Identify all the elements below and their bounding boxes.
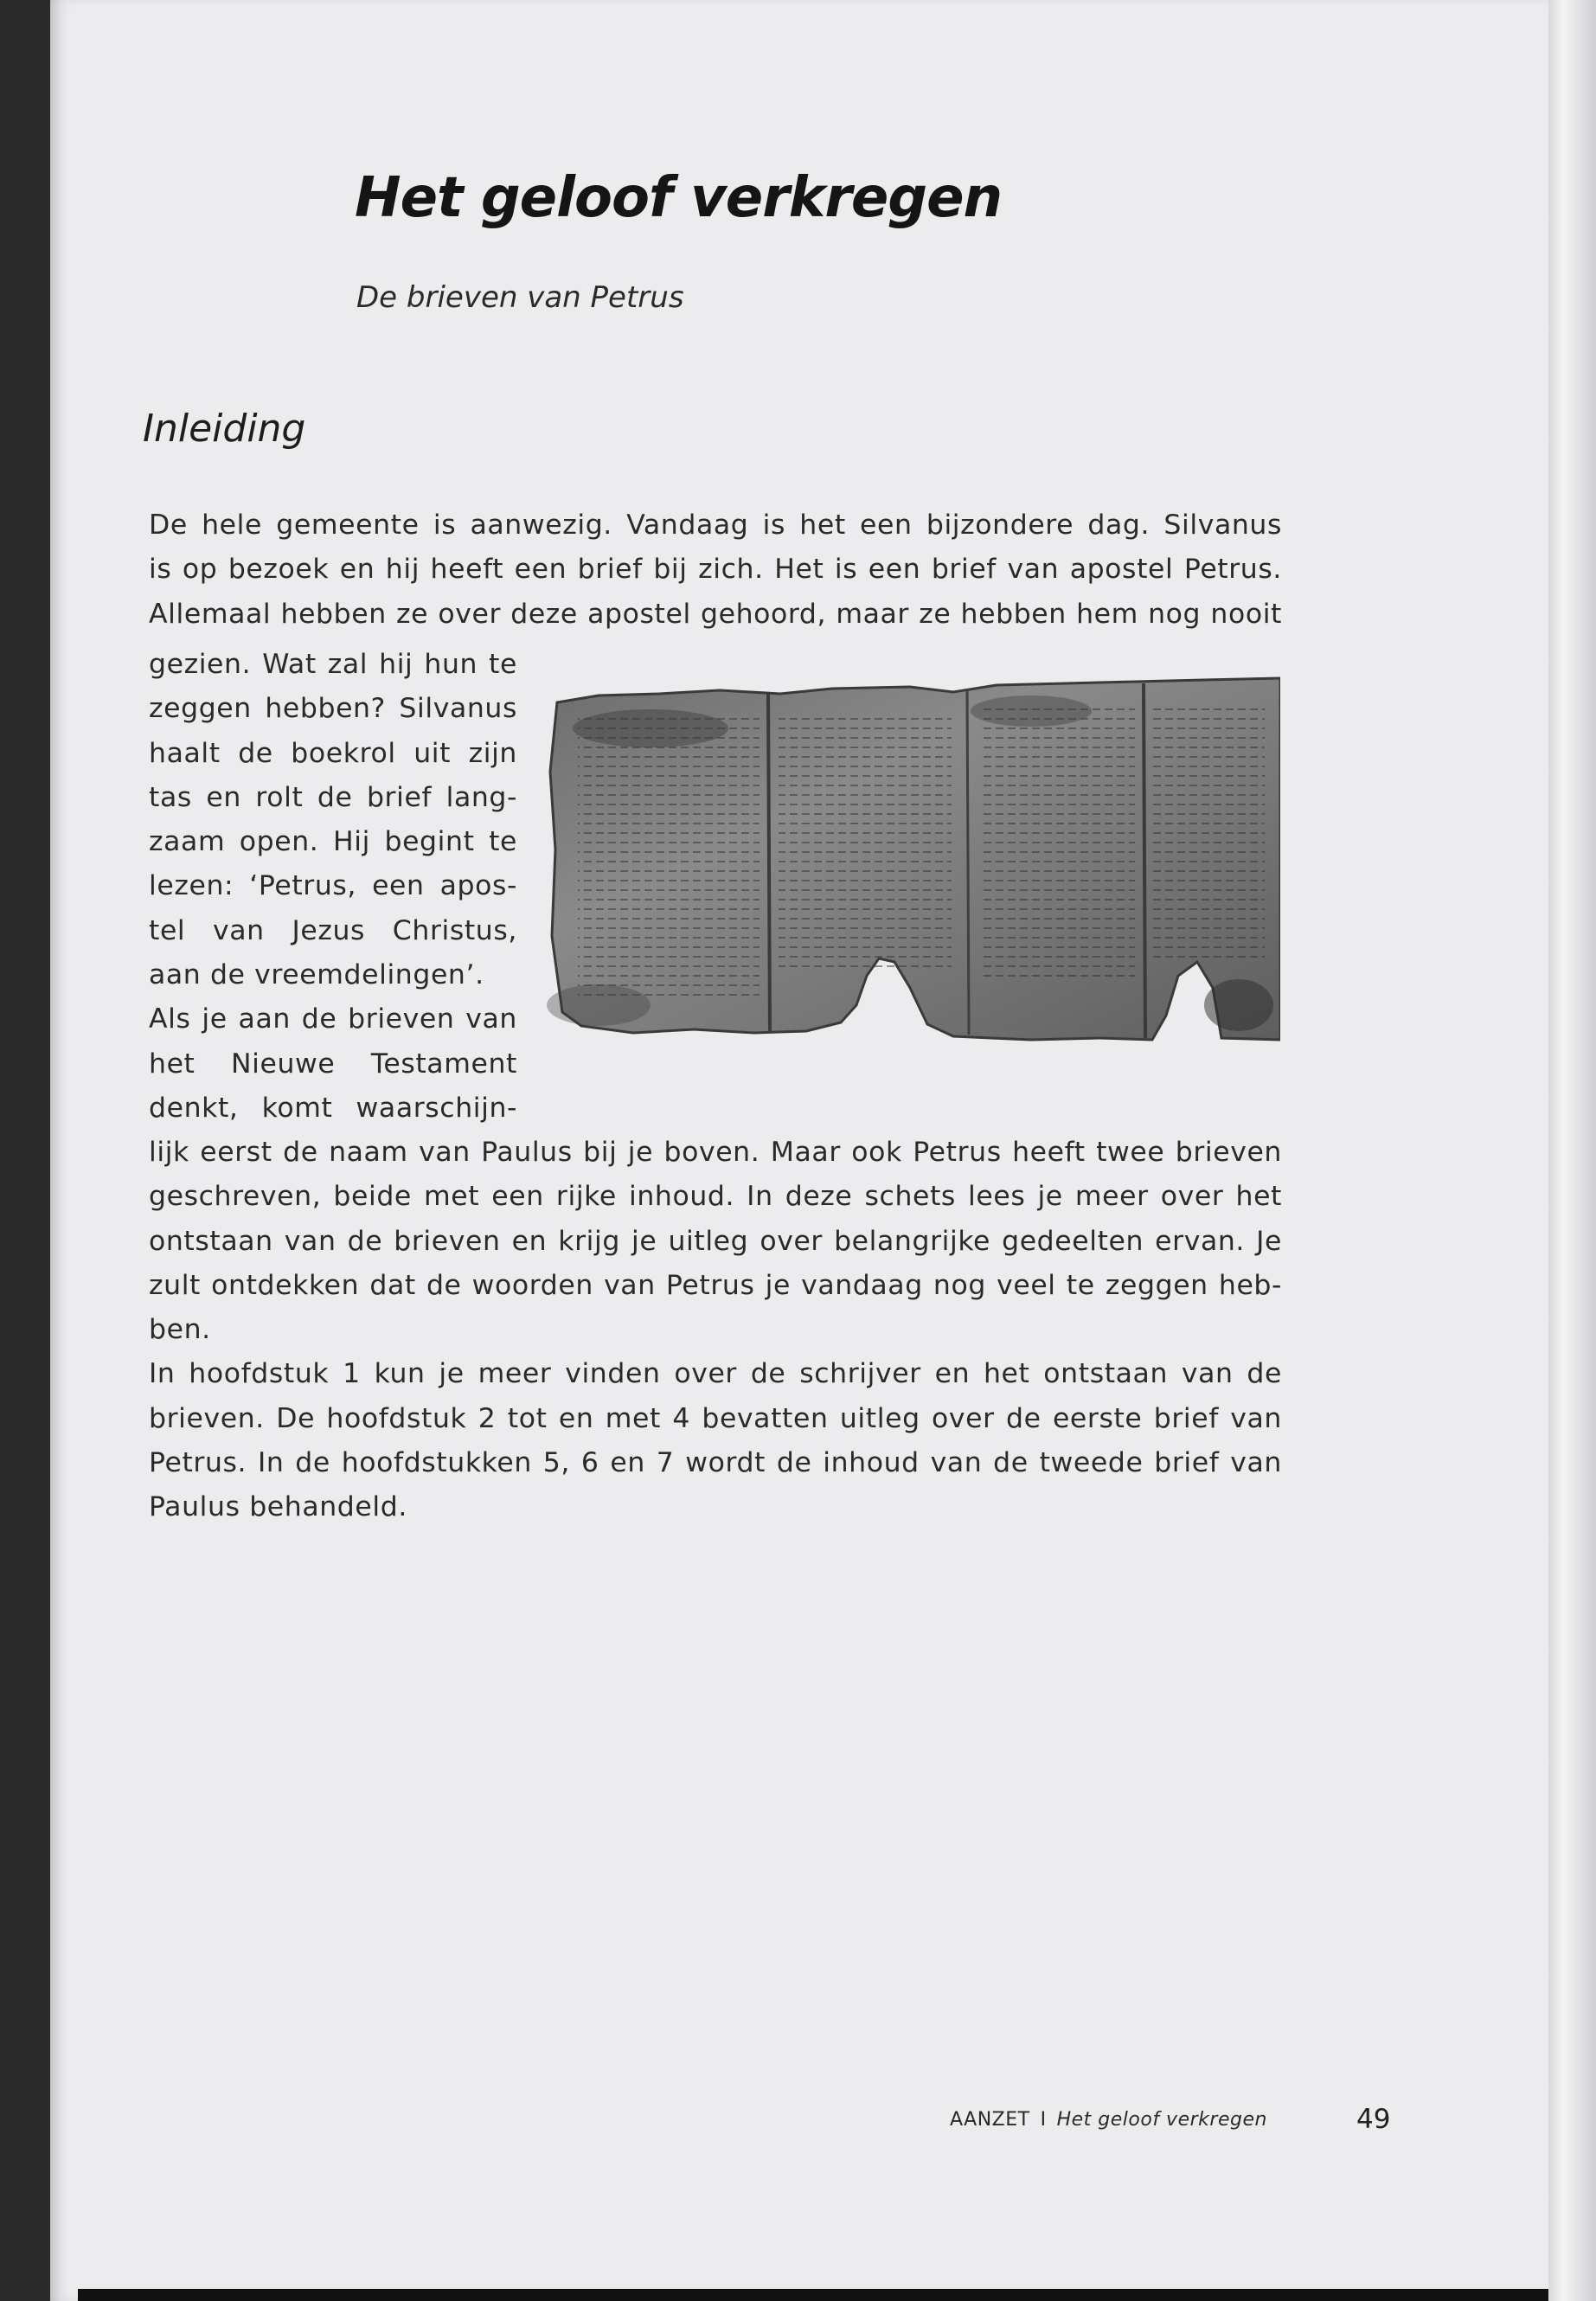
- text-line: zaam open. Hij begint te: [149, 826, 517, 858]
- page-edge: [1548, 0, 1596, 2301]
- scroll-icon: [547, 676, 1280, 1050]
- footer-series: AANZET: [950, 2109, 1030, 2131]
- text-line: zeggen hebben? Silvanus: [149, 693, 517, 725]
- text-line: zult ontdekken dat de woorden van Petrus je vandaag nog veel te zeggen heb-: [149, 1269, 1282, 1301]
- text-line: is op bezoek en hij heeft een brief bij zich. Het is een brief van apostel Petrus.: [149, 554, 1282, 586]
- text-line: aan de vreemdelingen’.: [149, 959, 484, 991]
- text-line: De hele gemeente is aanwezig. Vandaag is het een bijzondere dag. Silvanus: [149, 510, 1282, 541]
- text-line: gezien. Wat zal hij hun te: [149, 649, 517, 680]
- scan-bottom-border: [78, 2289, 1548, 2301]
- text-line: lezen: ‘Petrus, een apos-: [149, 870, 517, 902]
- chapter-title: Het geloof verkregen: [355, 166, 1003, 230]
- page-number: 49: [1356, 2104, 1391, 2135]
- text-line: geschreven, beide met een rijke inhoud. In deze schets lees je meer over het: [149, 1181, 1282, 1213]
- footer-separator: I: [1040, 2109, 1047, 2131]
- text-line: ben.: [149, 1314, 211, 1346]
- intro-paragraph-bottom: [149, 1131, 1282, 1530]
- footer-title: Het geloof verkregen: [1056, 2109, 1267, 2131]
- text-line: tel van Jezus Christus,: [149, 914, 517, 946]
- text-line: lijk eerst de naam van Paulus bij je boven. Maar ook Petrus heeft twee brieven: [149, 1137, 1282, 1168]
- text-line: brieven. De hoofdstuk 2 tot en met 4 bevatten uitleg over de eerste brief van: [149, 1402, 1282, 1434]
- intro-paragraph-top: [149, 503, 1282, 637]
- chapter-subtitle: De brieven van Petrus: [356, 280, 684, 315]
- text-line: ontstaan van de brieven en krijg je uitleg over belangrijke gedeelten ervan. Je: [149, 1225, 1282, 1257]
- text-line: Als je aan de brieven van: [149, 1003, 517, 1035]
- text-line: het Nieuwe Testament: [149, 1048, 517, 1080]
- intro-paragraph-wrap: [149, 643, 517, 1131]
- text-line: In hoofdstuk 1 kun je meer vinden over de schrijver en het ontstaan van de: [149, 1358, 1282, 1390]
- running-footer: [950, 2109, 1267, 2131]
- text-line: tas en rolt de brief lang-: [149, 781, 517, 813]
- text-line: denkt, komt waarschijn-: [149, 1092, 517, 1124]
- text-line: Petrus. In de hoofdstukken 5, 6 en 7 wordt de inhoud van de tweede brief van: [149, 1447, 1282, 1479]
- text-line: Paulus behandeld.: [149, 1491, 407, 1523]
- text-line: Allemaal hebben ze over deze apostel gehoord, maar ze hebben hem nog nooit: [149, 598, 1282, 630]
- text-line: haalt de boekrol uit zijn: [149, 737, 517, 769]
- section-heading: Inleiding: [143, 407, 306, 451]
